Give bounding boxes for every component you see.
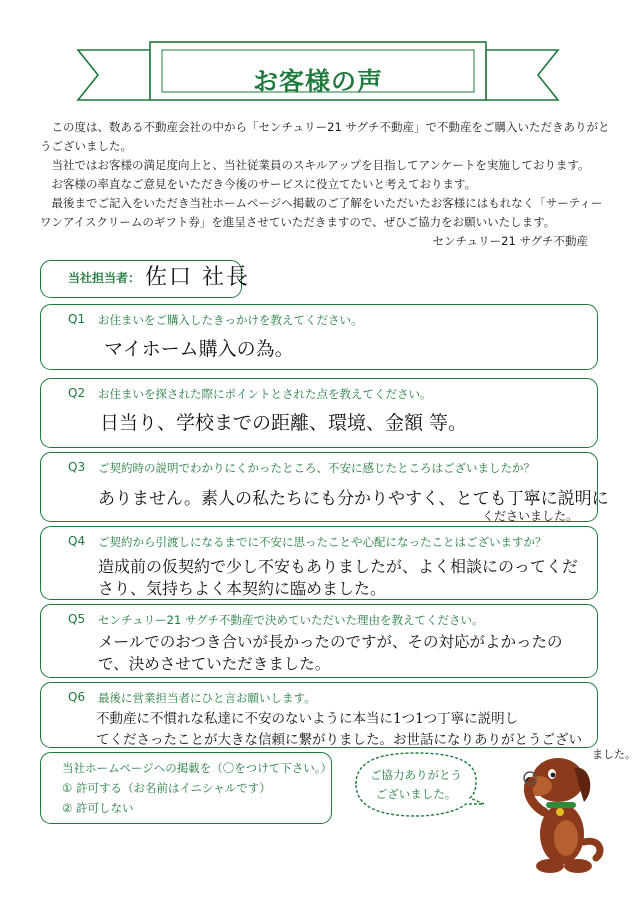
answer-line: てくださったことが大きな信頼に繋がりました。お世話になりありがとうござい: [96, 732, 582, 748]
answer-line: で、決めさせていただきました。: [98, 655, 331, 673]
question-number: Q5: [68, 612, 86, 626]
question-text: ご契約時の説明でわかりにくかったところ、不安に感じたところはございましたか？: [98, 461, 535, 475]
thanks-text: [356, 766, 476, 804]
question-number: Q6: [68, 690, 86, 704]
publication-prompt: 当社ホームページへの掲載を（〇をつけて下さい。）: [62, 761, 333, 775]
thanks-line: ご協力ありがとう: [370, 768, 462, 782]
company-name: センチュリー21 サグチ不動産: [432, 234, 588, 248]
answer-line: さり、気持ちよく本契約に臨めました。: [98, 579, 387, 598]
question-text: ご契約から引渡しになるまでに不安に思ったことや心配になったことはございますか？: [98, 535, 547, 549]
question-text: お住まいを探された際にポイントとされた点を教えてください。: [98, 387, 432, 401]
answer-line: 日当り、学校までの距離、環境、金額 等。: [100, 412, 468, 434]
question-number: Q2: [68, 386, 86, 400]
answer-line: 不動産に不慣れな私達に不安のないように本当に1つ1つ丁寧に説明し: [96, 711, 519, 727]
thanks-line: ございました。: [375, 787, 457, 801]
intro-paragraph: この度は、数ある不動産会社の中から「センチュリー21 サグチ不動産」で不動産をご購入いただきありがとうございました。: [40, 120, 610, 153]
intro-paragraph: 当社ではお客様の満足度向上と、当社従業員のスキルアップを目指してアンケートを実施しております。: [51, 158, 590, 172]
question-text: センチュリー21 サグチ不動産で決めていただいた理由を教えてください。: [98, 613, 484, 627]
intro-text: [40, 118, 610, 232]
answer-line: マイホーム購入の為。: [104, 338, 294, 360]
permit-option[interactable]: ① 許可する（お名前はイニシャルです）: [62, 781, 271, 795]
page-title: お客様の声: [252, 67, 383, 96]
question-text: お住まいをご購入したきっかけを教えてください。: [98, 313, 363, 327]
dog-mascot-icon: [500, 742, 610, 882]
deny-option[interactable]: ② 許可しない: [62, 801, 134, 815]
answer-line: ありません。素人の私たちにも分かりやすく、とても丁寧に説明に: [98, 489, 609, 509]
answer-line: ました。: [592, 748, 636, 761]
answer-line: 造成前の仮契約で少し不安もありましたが、よく相談にのってくだ: [98, 557, 578, 576]
question-number: Q1: [68, 312, 86, 326]
intro-paragraph: お客様の率直なご意見をいただき今後のサービスに役立てたいと考えております。: [51, 177, 477, 191]
intro-paragraph: 最後までご記入をいただき当社ホームページへ掲載のご了解をいただいたお客様にはもれなく「サーティーワンアイスクリームのギフト券」を進呈させていただきますので、ぜひご協力をお願いいたします。: [40, 196, 603, 229]
question-number: Q4: [68, 534, 86, 548]
answer-line: メールでのおつき合いが長かったのですが、その対応がよかったの: [98, 633, 563, 651]
question-number: Q3: [68, 460, 86, 474]
answer-line: くださいました。: [482, 509, 579, 523]
question-text: 最後に営業担当者にひと言お願いします。: [98, 691, 316, 705]
staff-name: 佐口 社長: [145, 265, 250, 290]
staff-label: 当社担当者：: [68, 271, 141, 285]
